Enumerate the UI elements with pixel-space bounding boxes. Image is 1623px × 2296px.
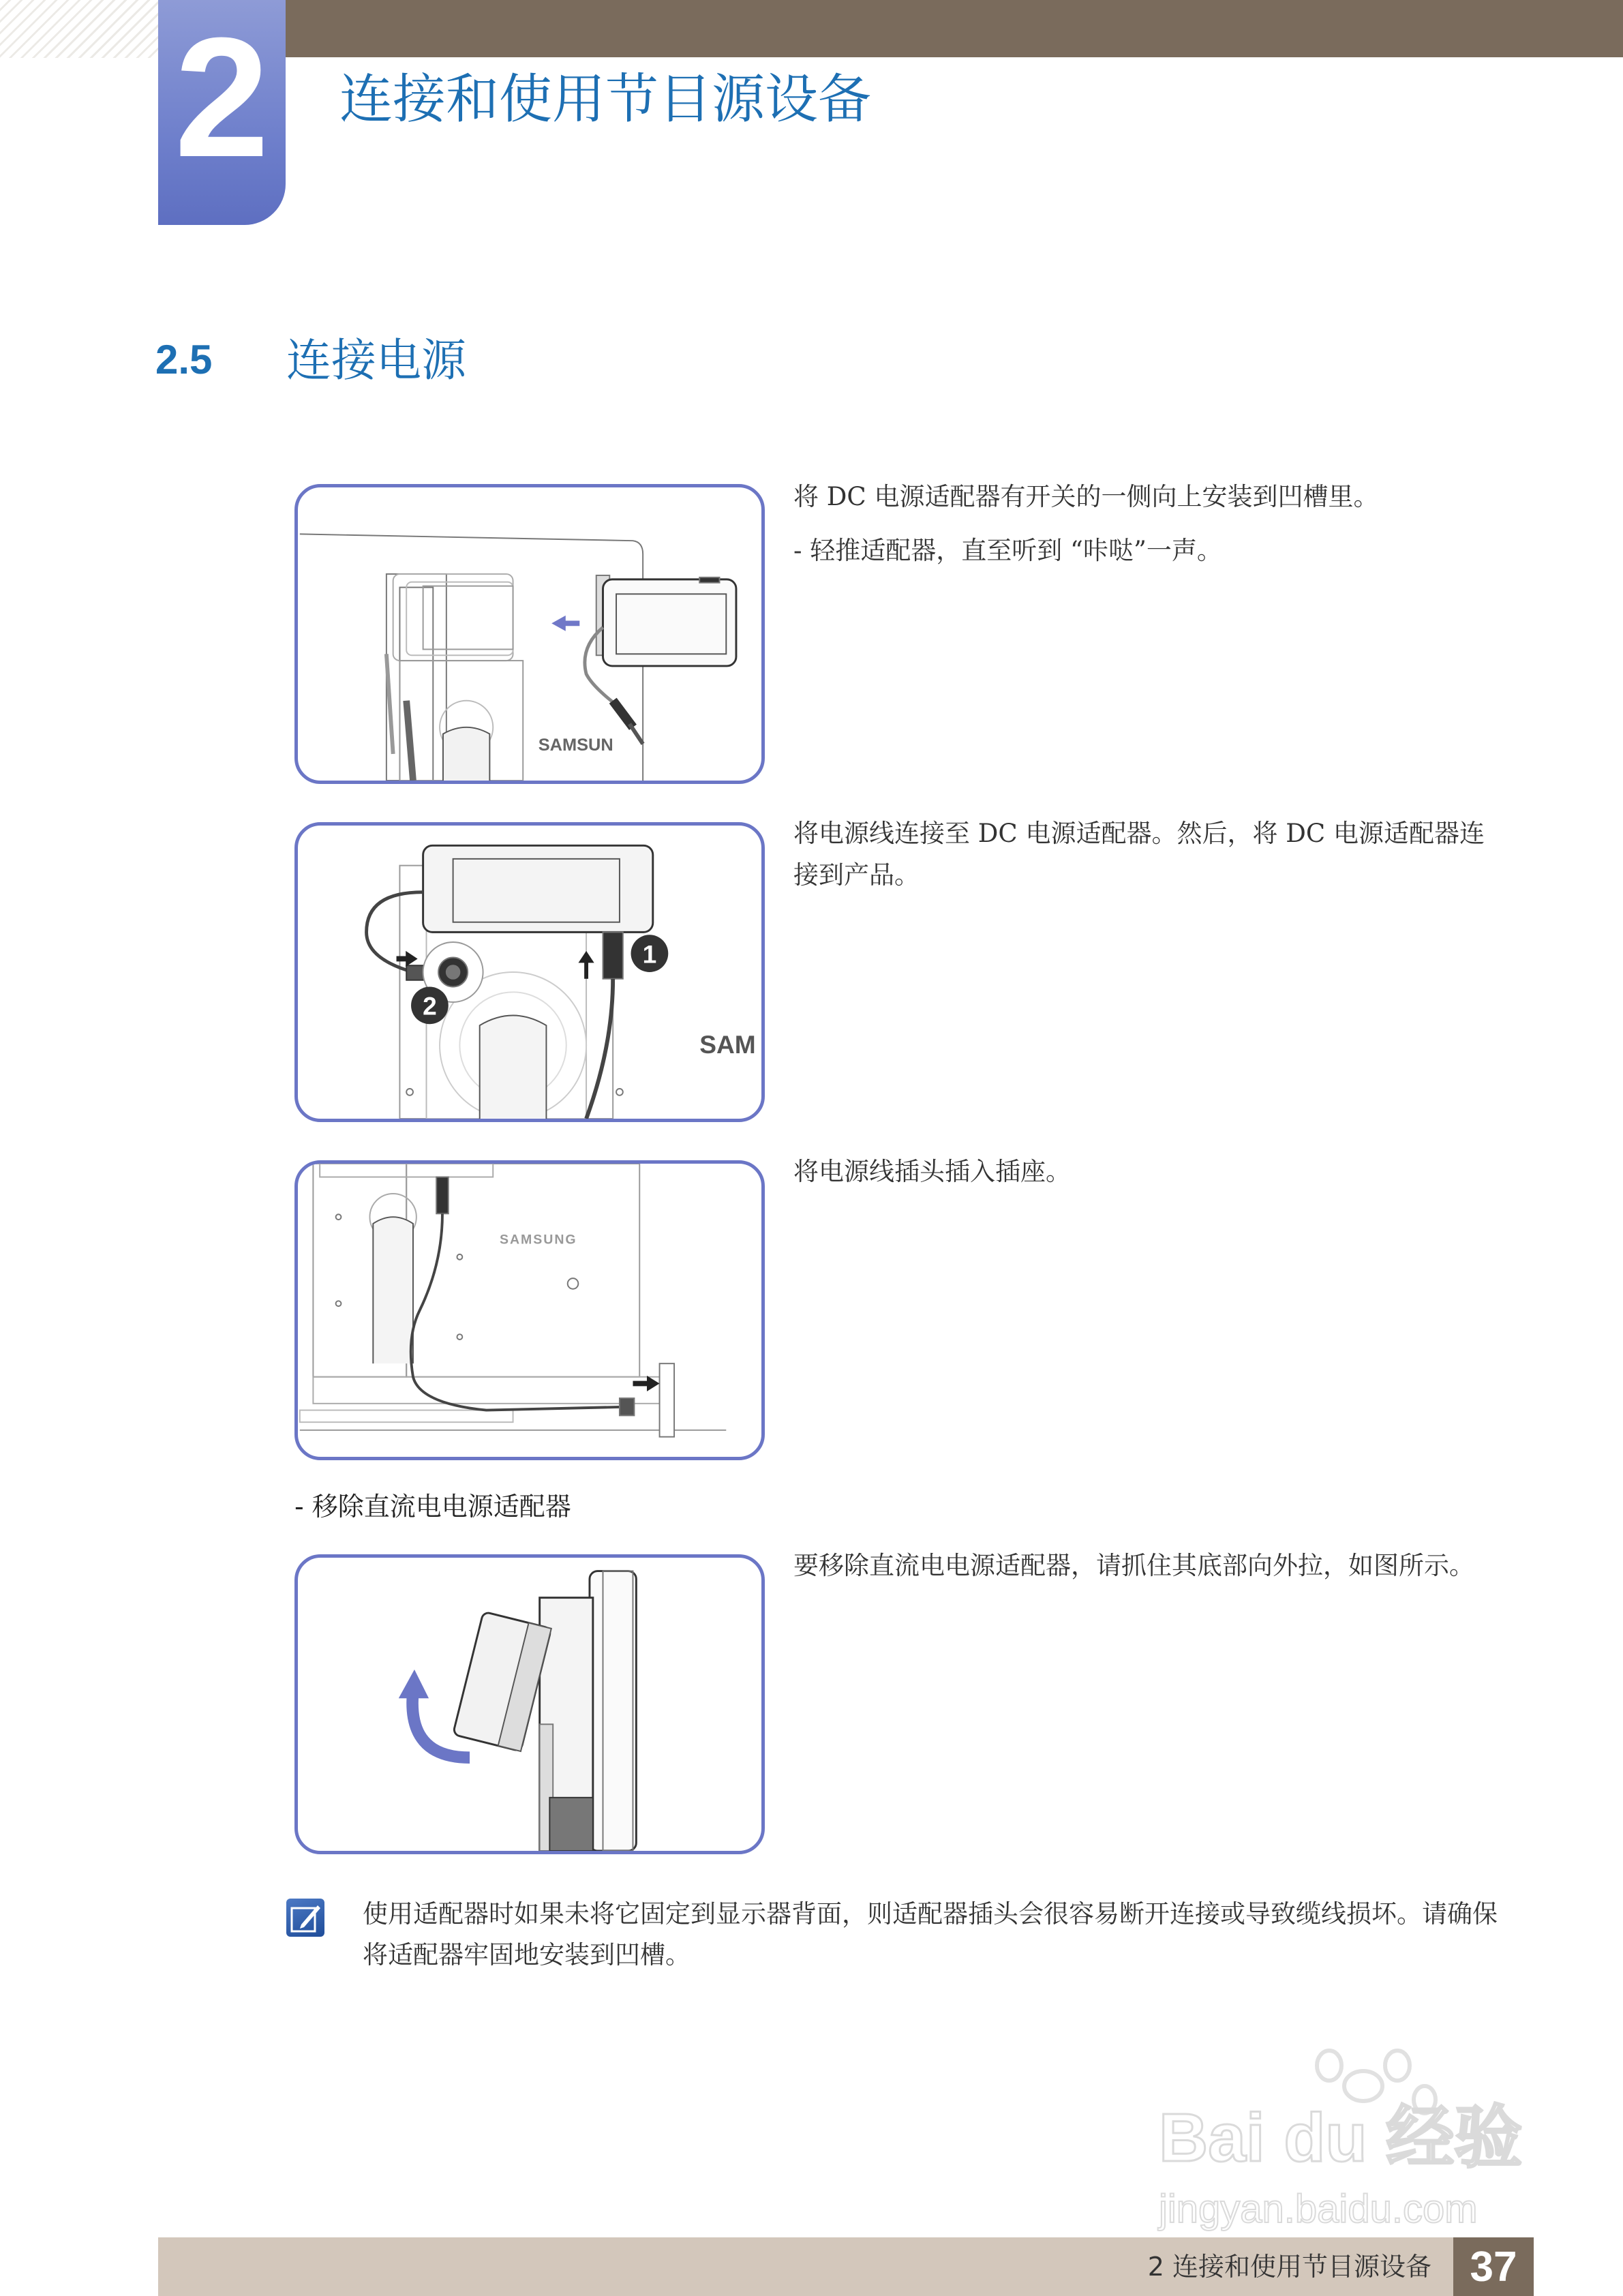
step-3-text [793,1151,1489,1192]
step-2-line-1: 将电源线连接至 DC 电源适配器。然后，将 DC 电源适配器连接到产品。 [793,819,1485,890]
step-1-line-2: - 轻推适配器，直至听到 “咔哒”一声。 [793,536,1222,565]
step-2-text [793,813,1489,896]
samsung-logo-text: SAMSUNG [500,1232,577,1248]
samsung-logo-text: SAMSUN [538,736,613,755]
samsung-logo-text: SAM [699,1030,756,1059]
chapter-title: 连接和使用节目源设备 [339,69,872,130]
remove-adapter-text [793,1545,1489,1586]
section-title: 连接电源 [286,334,466,387]
watermark-brand: Bai du 经验 [1159,2100,1523,2176]
remove-adapter-line: 要移除直流电电源适配器，请抓住其底部向外拉，如图所示。 [793,1551,1474,1580]
callout-1: 1 [642,939,657,969]
remove-adapter-heading: - 移除直流电电源适配器 [294,1492,571,1522]
callout-2: 2 [423,991,437,1021]
section-number: 2.5 [155,337,213,382]
plug-outlet-figure [294,1160,765,1460]
step-1-text [793,476,1489,571]
note-text: 使用适配器时如果未将它固定到显示器背面，则适配器插头会很容易断开连接或导致缆线损坏。请确保将适配器牢固地安装到凹槽。 [363,1899,1498,1969]
step-1-line-1: 将 DC 电源适配器有开关的一侧向上安装到凹槽里。 [793,482,1379,511]
page-number-box [1453,2237,1534,2296]
watermark-url: jingyan.baidu.com [1159,2187,1478,2231]
note-pencil-icon [286,1899,324,1937]
chapter-number: 2 [174,2,270,192]
adapter-install-figure [294,484,765,784]
cable-connect-figure [294,822,765,1122]
header-bar [286,0,1623,57]
adapter-remove-figure [294,1554,765,1854]
step-3-line-1: 将电源线插头插入插座。 [793,1157,1071,1186]
header-stripes [0,0,158,58]
baidu-watermark [1145,2038,1527,2243]
footer-chapter-label: 2 连接和使用节目源设备 [1147,2252,1431,2282]
page-number: 37 [1470,2244,1517,2291]
chapter-tab [158,0,286,225]
